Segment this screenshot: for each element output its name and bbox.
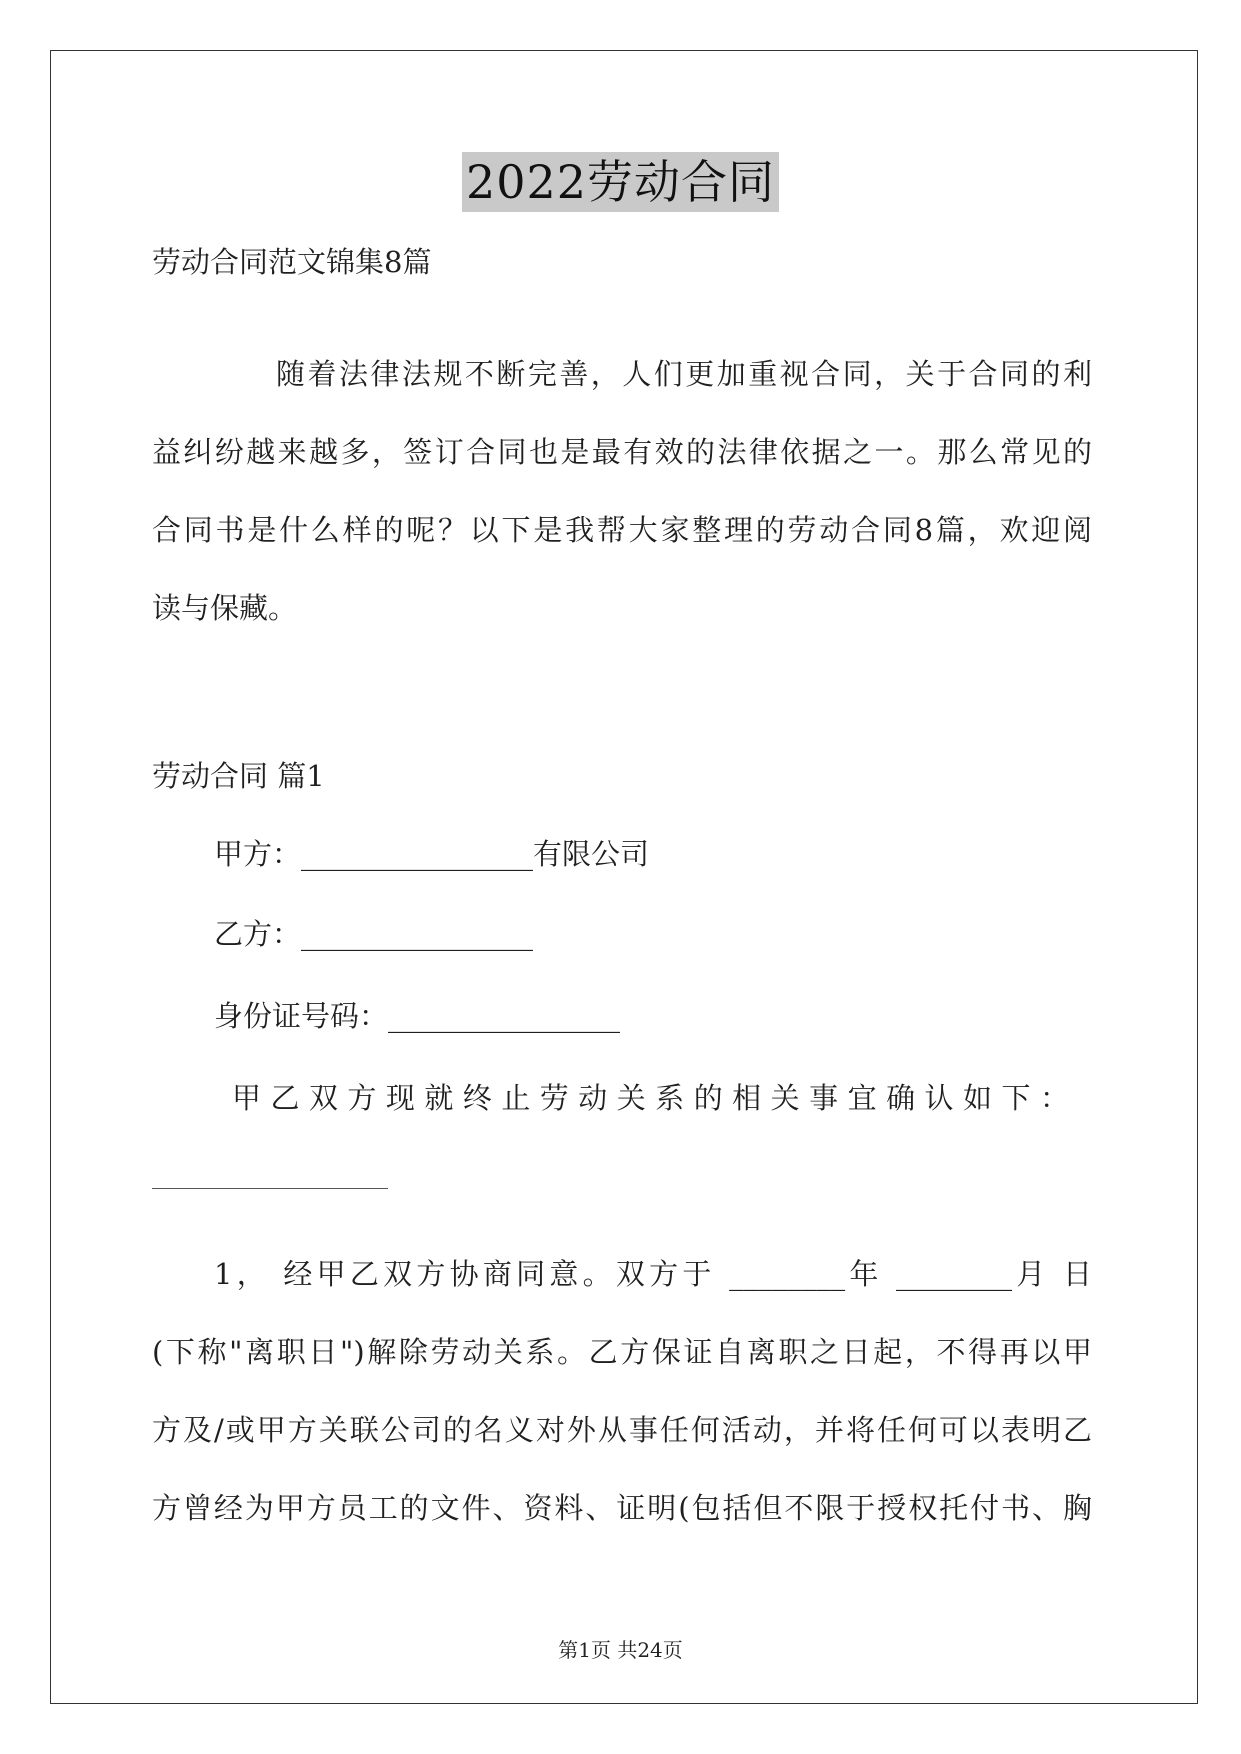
party-a-line: 甲方：________________有限公司 bbox=[214, 837, 650, 871]
intro-line-1: 随着法律法规不断完善，人们更加重视合同，关于合同的利 bbox=[276, 357, 1092, 391]
id-number-line: 身份证号码：________________ bbox=[214, 999, 621, 1033]
page-footer: 第1页 共24页 bbox=[558, 1638, 683, 1662]
party-b-line: 乙方：________________ bbox=[214, 917, 534, 951]
intro-line-3: 合同书是什么样的呢？以下是我帮大家整理的劳动合同8篇，欢迎阅 bbox=[152, 513, 1092, 547]
page-frame bbox=[50, 50, 1198, 1704]
document-subtitle: 劳动合同范文锦集8篇 bbox=[152, 245, 432, 279]
document-title-wrap bbox=[0, 152, 1241, 212]
clause1-line-3: 方及/或甲方关联公司的名义对外从事任何活动，并将任何可以表明乙 bbox=[152, 1413, 1092, 1447]
clause1-line-4: 方曾经为甲方员工的文件、资料、证明(包括但不限于授权托付书、胸 bbox=[152, 1491, 1092, 1525]
intro-line-2: 益纠纷越来越多，签订合同也是最有效的法律依据之一。那么常见的 bbox=[152, 435, 1092, 469]
blank-underline bbox=[152, 1188, 388, 1189]
confirm-line: 甲乙双方现就终止劳动关系的相关事宜确认如下： bbox=[232, 1081, 1072, 1115]
document-title: 2022劳动合同 bbox=[462, 152, 779, 212]
intro-line-4: 读与保藏。 bbox=[152, 591, 298, 625]
clause1-line-2: (下称"离职日")解除劳动关系。乙方保证自离职之日起，不得再以甲 bbox=[152, 1335, 1092, 1369]
section-heading: 劳动合同 篇1 bbox=[152, 759, 325, 793]
clause1-line-1: 1， 经甲乙双方协商同意。双方于 ________年 ________月 日 bbox=[214, 1257, 1092, 1291]
